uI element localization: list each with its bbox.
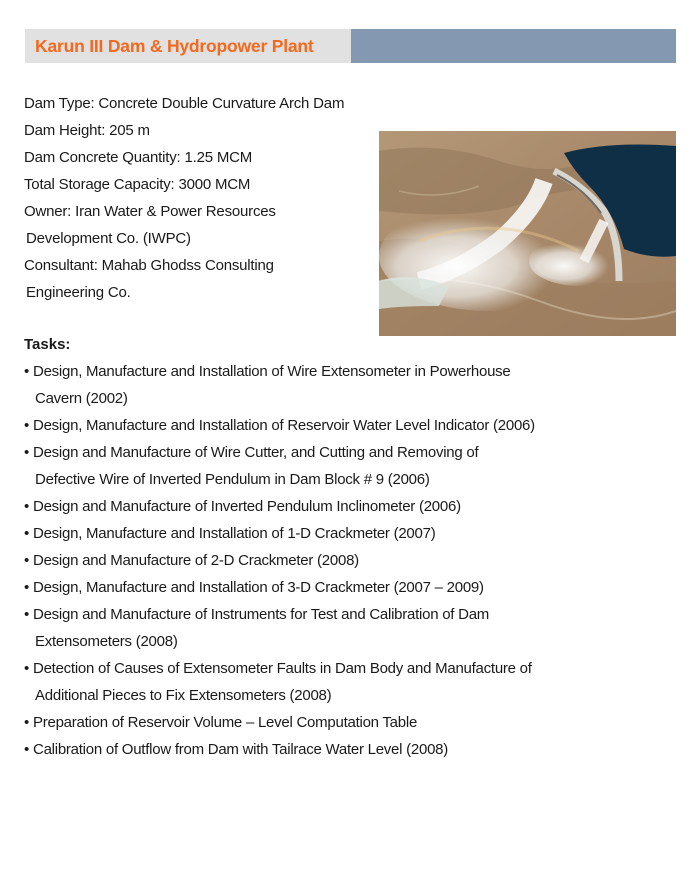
spec-storage-capacity: Total Storage Capacity: 3000 MCM [24, 176, 251, 193]
list-item [24, 709, 664, 736]
task-text: Design and Manufacture of Inverted Pendulum Inclinometer (2006) [33, 498, 461, 515]
dam-aerial-photo-icon [379, 131, 676, 336]
bullet-icon: • [24, 498, 30, 515]
bullet-icon: • [24, 660, 30, 677]
task-text-cont: Additional Pieces to Fix Extensometers (2008) [35, 687, 332, 704]
task-text: Design, Manufacture and Installation of 1-D Crackmeter (2007) [33, 525, 436, 542]
task-text: Design, Manufacture and Installation of Reservoir Water Level Indicator (2006) [33, 417, 535, 434]
task-text-cont: Cavern (2002) [35, 390, 128, 407]
bullet-icon: • [24, 606, 30, 623]
title-bar [25, 29, 676, 63]
task-text: Design, Manufacture and Installation of 3-D Crackmeter (2007 – 2009) [33, 579, 484, 596]
list-item [24, 736, 664, 763]
title-block [25, 29, 351, 63]
spec-consultant-cont: Engineering Co. [26, 284, 131, 301]
task-text: Design and Manufacture of 2-D Crackmeter (2008) [33, 552, 359, 569]
task-text-cont: Extensometers (2008) [35, 633, 178, 650]
list-item [24, 439, 664, 493]
bullet-icon: • [24, 714, 30, 731]
bullet-icon: • [24, 417, 30, 434]
bullet-icon: • [24, 363, 30, 380]
list-item [24, 520, 664, 547]
spec-consultant: Consultant: Mahab Ghodss Consulting [24, 257, 274, 274]
task-text: Design, Manufacture and Installation of Wire Extensometer in Powerhouse [33, 363, 511, 380]
bullet-icon: • [24, 741, 30, 758]
task-text: Design and Manufacture of Wire Cutter, and Cutting and Removing of [33, 444, 479, 461]
list-item [24, 358, 664, 412]
spec-dam-height: Dam Height: 205 m [24, 122, 150, 139]
dam-specifications [24, 90, 384, 306]
task-text: Design and Manufacture of Instruments for Test and Calibration of Dam [33, 606, 490, 623]
title-bar-accent [351, 29, 676, 63]
spec-dam-type: Dam Type: Concrete Double Curvature Arch Dam [24, 95, 345, 112]
list-item [24, 547, 664, 574]
tasks-heading: Tasks: [24, 336, 71, 353]
bullet-icon: • [24, 444, 30, 461]
list-item [24, 493, 664, 520]
spec-concrete-quantity: Dam Concrete Quantity: 1.25 MCM [24, 149, 253, 166]
page-title: Karun III Dam & Hydropower Plant [35, 35, 314, 56]
list-item [24, 601, 664, 655]
spec-owner-cont: Development Co. (IWPC) [26, 230, 191, 247]
spec-owner: Owner: Iran Water & Power Resources [24, 203, 276, 220]
task-text-cont: Defective Wire of Inverted Pendulum in Dam Block # 9 (2006) [35, 471, 430, 488]
bullet-icon: • [24, 525, 30, 542]
task-text: Preparation of Reservoir Volume – Level Computation Table [33, 714, 418, 731]
task-list [24, 358, 664, 763]
bullet-icon: • [24, 552, 30, 569]
list-item [24, 412, 664, 439]
task-text: Detection of Causes of Extensometer Faults in Dam Body and Manufacture of [33, 660, 532, 677]
bullet-icon: • [24, 579, 30, 596]
list-item [24, 655, 664, 709]
task-text: Calibration of Outflow from Dam with Tailrace Water Level (2008) [33, 741, 449, 758]
list-item [24, 574, 664, 601]
